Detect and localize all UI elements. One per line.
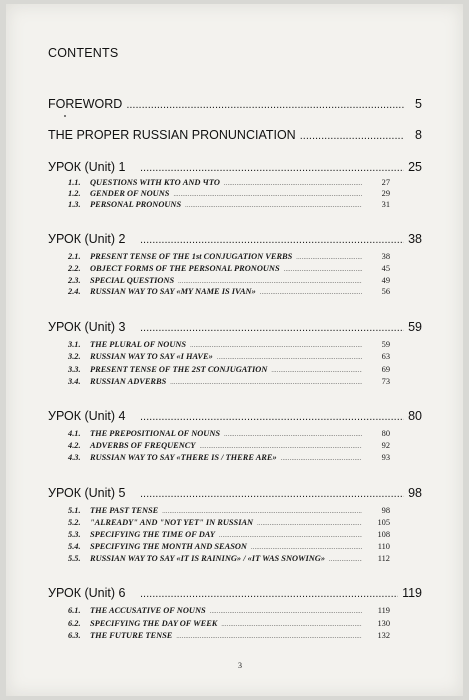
subentry-title: RUSSIAN WAY TO SAY «I HAVE» [90,352,213,361]
unit-title: УРОК (Unit) 1 [48,160,126,174]
subentry-page: 59 [381,340,390,349]
subentry-page: 69 [381,365,390,374]
dot-leader [271,368,362,374]
subentry-title: RUSSIAN WAY TO SAY «THERE IS / THERE ARE» [90,453,277,462]
subentry-title: THE PLURAL OF NOUNS [90,340,187,349]
toc-subentry [68,287,390,296]
toc-subentry [68,429,390,438]
toc-unit-6 [48,586,422,600]
subentry-title: RUSSIAN ADVERBS [90,377,167,386]
subentry-title: THE PAST TENSE [90,506,159,515]
subentry-number: 5.5. [68,554,81,563]
toc-subentry [68,518,390,527]
dot-leader [126,99,404,111]
toc-entry-title: FOREWORD [48,97,123,111]
dot-leader [140,588,398,600]
subentry-title: SPECIAL QUESTIONS [90,276,175,285]
toc-subentry [68,340,390,349]
unit-title: УРОК (Unit) 4 [48,409,126,423]
toc-subentry [68,506,390,515]
toc-unit-3 [48,320,422,334]
toc-subentry [68,365,390,374]
subentry-number: 2.2. [68,264,81,273]
subentry-page: 110 [377,542,390,551]
toc-unit-1 [48,160,422,174]
subentry-page: 105 [377,518,390,527]
subentry-number: 1.1. [68,178,81,187]
dot-leader [281,456,362,462]
subentry-page: 93 [381,453,390,462]
subentry-title: PRESENT TENSE OF THE 2ST CONJUGATION [90,365,268,374]
dot-leader [140,162,404,174]
dot-leader [284,267,362,273]
subentry-page: 80 [381,429,390,438]
toc-subentry [68,252,390,261]
toc-subentry [68,264,390,273]
toc-subentry [68,441,390,450]
dot-leader [257,521,362,527]
subentry-page: 92 [381,441,390,450]
dot-leader [173,192,362,198]
subentry-number: 5.3. [68,530,81,539]
page-title: CONTENTS [48,46,119,60]
subentry-page: 38 [381,252,390,261]
dot-leader [210,609,362,615]
toc-unit-2 [48,232,422,246]
unit-page: 59 [408,320,422,334]
toc-subentry [68,554,390,563]
dot-leader [140,488,404,500]
subentry-number: 2.1. [68,252,81,261]
subentry-page: 130 [377,619,390,628]
unit-title: УРОК (Unit) 2 [48,232,126,246]
page-speck [64,115,66,117]
dot-leader [140,234,404,246]
unit-title: УРОК (Unit) 6 [48,586,126,600]
subentry-number: 3.4. [68,377,81,386]
subentry-number: 5.2. [68,518,81,527]
subentry-title: PRESENT TENSE OF THE 1st CONJUGATION VERBS [90,252,293,261]
toc-subentry [68,542,390,551]
subentry-title: SPECIFYING THE TIME OF DAY [90,530,216,539]
toc-entry-pronunciation [48,128,422,142]
toc-entry-title: THE PROPER RUSSIAN PRONUNCIATION [48,128,296,142]
subentry-page: 108 [377,530,390,539]
subentry-number: 5.4. [68,542,81,551]
dot-leader [251,545,362,551]
subentry-title: ADVERBS OF FREQUENCY [90,441,196,450]
toc-subentry [68,619,390,628]
dot-leader [296,255,362,261]
toc-subentry [68,530,390,539]
subentry-title: THE ACCUSATIVE OF NOUNS [90,606,206,615]
dot-leader [224,432,362,438]
subentry-page: 63 [381,352,390,361]
subentry-page: 98 [381,506,390,515]
toc-unit-5 [48,486,422,500]
toc-subentry [68,189,390,198]
subentry-number: 6.2. [68,619,81,628]
dot-leader [176,634,362,640]
subentry-number: 5.1. [68,506,81,515]
toc-subentry [68,631,390,640]
subentry-title: THE FUTURE TENSE [90,631,173,640]
dot-leader [200,444,363,450]
subentry-page: 73 [381,377,390,386]
toc-unit-4 [48,409,422,423]
dot-leader [260,290,362,296]
subentry-number: 1.2. [68,189,81,198]
subentry-number: 4.1. [68,429,81,438]
dot-leader [329,557,362,563]
toc-entry-foreword [48,97,422,111]
subentry-title: RUSSIAN WAY TO SAY «IT IS RAINING» / «IT WAS SNOWING» [90,554,326,563]
toc-subentry [68,352,390,361]
toc-entry-page: 8 [415,128,422,142]
toc-subentry [68,606,390,615]
subentry-page: 27 [381,178,390,187]
page-number: 3 [238,661,242,670]
subentry-number: 3.2. [68,352,81,361]
unit-page: 119 [402,586,422,600]
dot-leader [140,411,404,423]
subentry-number: 6.3. [68,631,81,640]
subentry-page: 29 [381,189,390,198]
subentry-page: 45 [381,264,390,273]
subentry-title: THE PREPOSITIONAL OF NOUNS [90,429,221,438]
subentry-page: 49 [381,276,390,285]
subentry-number: 3.3. [68,365,81,374]
dot-leader [162,509,362,515]
subentry-title: RUSSIAN WAY TO SAY «MY NAME IS IVAN» [90,287,256,296]
subentry-title: SPECIFYING THE DAY OF WEEK [90,619,218,628]
unit-title: УРОК (Unit) 3 [48,320,126,334]
toc-entry-page: 5 [415,97,422,111]
dot-leader [140,322,404,334]
subentry-page: 119 [377,606,390,615]
subentry-number: 4.2. [68,441,81,450]
dot-leader [219,533,362,539]
toc-subentry [68,200,390,209]
dot-leader [217,355,362,361]
subentry-title: QUESTIONS WITH КТО AND ЧТО [90,178,220,187]
subentry-page: 132 [377,631,390,640]
subentry-title: SPECIFYING THE MONTH AND SEASON [90,542,247,551]
subentry-page: 31 [381,200,390,209]
subentry-number: 6.1. [68,606,81,615]
subentry-number: 2.3. [68,276,81,285]
subentry-page: 56 [381,287,390,296]
dot-leader [170,380,362,386]
subentry-title: PERSONAL PRONOUNS [90,200,182,209]
subentry-number: 1.3. [68,200,81,209]
toc-subentry [68,178,390,187]
dot-leader [224,181,362,187]
dot-leader [190,343,362,349]
book-page [6,4,463,696]
dot-leader [300,130,404,142]
subentry-number: 4.3. [68,453,81,462]
dot-leader [221,622,362,628]
unit-page: 25 [408,160,422,174]
subentry-title: GENDER OF NOUNS [90,189,170,198]
unit-page: 98 [408,486,422,500]
subentry-page: 112 [377,554,390,563]
subentry-title: "ALREADY" AND "NOT YET" IN RUSSIAN [90,518,254,527]
toc-subentry [68,377,390,386]
subentry-number: 3.1. [68,340,81,349]
unit-page: 80 [408,409,422,423]
dot-leader [178,279,362,285]
toc-subentry [68,453,390,462]
dot-leader [185,203,362,209]
unit-page: 38 [408,232,422,246]
unit-title: УРОК (Unit) 5 [48,486,126,500]
toc-subentry [68,276,390,285]
subentry-number: 2.4. [68,287,81,296]
subentry-title: OBJECT FORMS OF THE PERSONAL PRONOUNS [90,264,280,273]
